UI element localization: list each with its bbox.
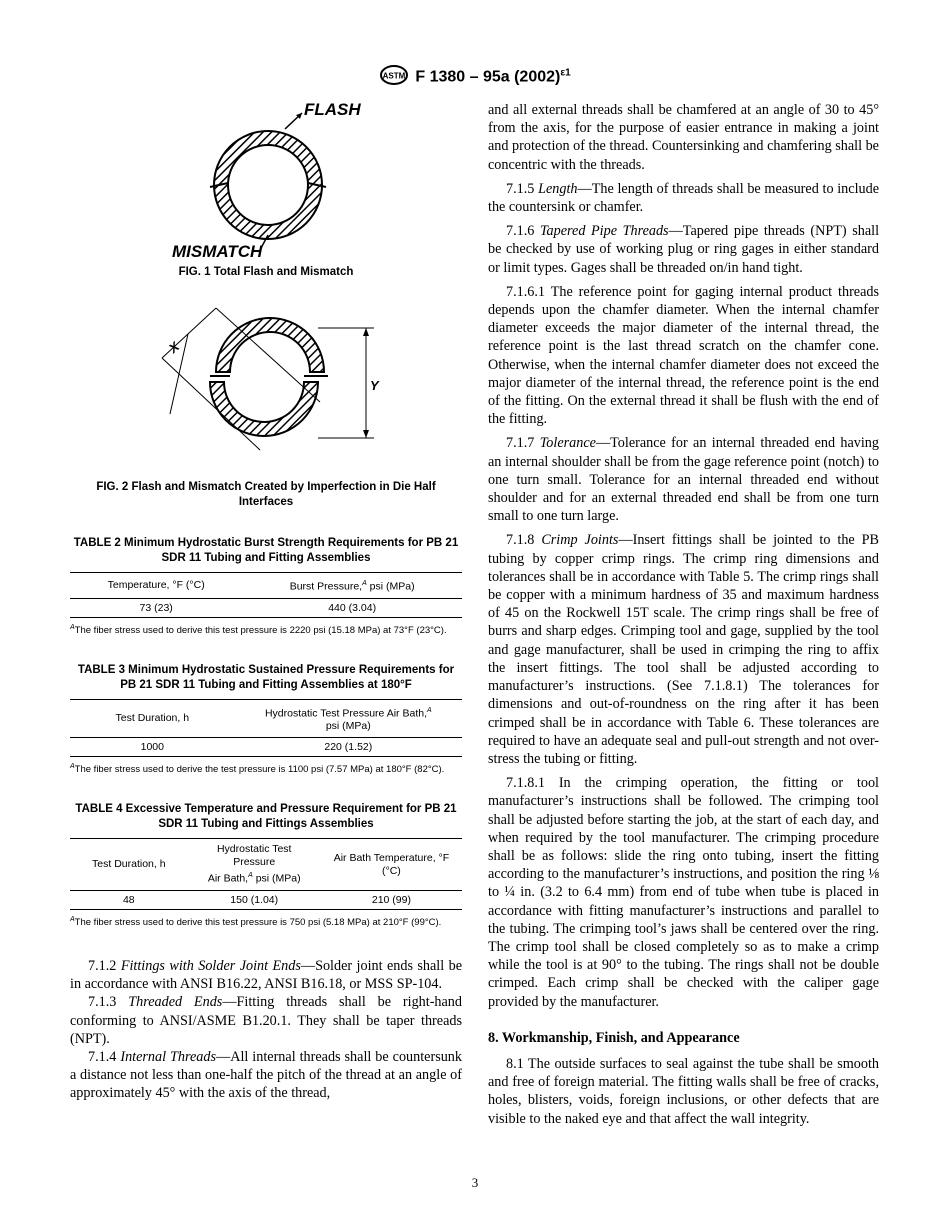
para-7-1-8: 7.1.8 Crimp Joints—Insert fittings shall be jointed to the PB tubing by copper crimp rings. The crimp ring dimensions and tolerances shall be in accordance with Table 5. The crimp rings shall be copper with a minimum hardness of 35 and maximum hardness of 45 on the Rockwell 15T scale. The crimp rings shall be free of burrs and sharp edges. Crimping tool and gage, supplied by the tool and gage manufacturer, shall be used in crimping the ring to affix the insert fittings. The tool shall be adjusted according to manufacturer’s instructions. (See 7.1.8.1) The tolerances for dimensions and out-of-roundness on the ring after it has been crimped shall be in accordance with Table 6. These tolerances are required to have an adequate seal and pull-out strength and not over-stress the tubing or fitting. <box>488 532 880 767</box>
para-7-1-4: 7.1.4 Internal Threads—All internal threads shall be countersunk a distance not less than one-half the pitch of the thread at an angle of approximately 45° with the axis of the thread, <box>70 1048 462 1102</box>
table-row: 48 150 (1.04) 210 (99) <box>70 890 462 909</box>
para-7-1-2: 7.1.2 Fittings with Solder Joint Ends—Solder joint ends shall be in accordance with ANSI B16.22, ANSI B16.18, or MSS SP-104. <box>70 957 463 993</box>
para-7-1-8-1: 7.1.8.1 In the crimping operation, the fitting or tool manufacturer’s instructions shall be followed. The crimping tool shall be adjusted before starting the job, at the start of each day, and when required by the tool manufacturer. The crimping procedure shall be as follows: slide the ring onto tubing, insert the fitting according to the manufacturer’s instructions, and position the ring ⅛ to ¼ in. (3.2 to 6.4 mm) from end of tube when tube is placed in accordance with fitting manufacturer’s instructions and parallel to the tubing. The crimping tool’s jaws shall be centered over the ring. The crimp tool shall be closed completely so as to make a crimp while the tool is at 90° to the tubing. The rings shall not be double crimped. Each crimp shall be checked with the caliper gage provided by the manufacturer. <box>488 775 879 1010</box>
para-7-1-6-1: 7.1.6.1 The reference point for gaging internal product threads depends upon the chamfer diameter. When the internal chamfer diameter exceeds the major diameter of the internal thread, the reference point is the last thread scratch on the chamfer cone. Otherwise, when the internal chamfer diameter does not exceed the major diameter of the internal thread, the reference point is the end of the fitting. On the external thread it shall be flush with the end of the fitting. <box>488 283 879 428</box>
page-number: 3 <box>471 1175 479 1190</box>
table-2-col-temperature: Temperature, °F (°C) <box>70 573 242 599</box>
svg-text:ASTM: ASTM <box>383 71 406 81</box>
mismatch-label: MISMATCH <box>172 242 263 261</box>
para-7-1-5: 7.1.5 Length—The length of threads shall be measured to include the countersink or chamfer. <box>488 180 880 216</box>
figure-1-drawing <box>70 95 462 265</box>
figure-2 <box>70 290 462 480</box>
table-2 <box>70 572 462 618</box>
x-label: X <box>165 338 183 356</box>
table-4-title: TABLE 4 Excessive Temperature and Pressure Requirement for PB 21 SDR 11 Tubing and Fittings Assemblies <box>75 803 457 831</box>
figure-2-drawing <box>70 290 462 480</box>
y-label: Y <box>370 378 379 393</box>
table-3 <box>70 699 462 758</box>
table-4 <box>70 838 462 910</box>
para-7-1-3: 7.1.3 Threaded Ends—Fitting threads shall be right-hand conforming to ANSI/ASME B1.20.1. They shall be taper threads (NPT). <box>70 994 462 1047</box>
table-2-footnote: $^A$The fiber stress used to derive this test pressure is 2220 psi (15.18 MPa) at 73°F (23°C). <box>70 623 447 636</box>
table-4-col-duration: Test Duration, h <box>70 839 188 891</box>
para-8-1: 8.1 The outside surfaces to seal against the tube shall be smooth and free of foreign material. The fitting walls shall be free of cracks, holes, blisters, voids, foreign inclusions, or other defects that are visible to the naked eye and that affect the wall integrity. <box>488 1055 879 1127</box>
standard-designation: F 1380 – 95a (2002) <box>415 68 561 86</box>
astm-logo-icon <box>379 64 409 91</box>
flash-label: FLASH <box>304 100 361 119</box>
figure-1 <box>70 95 462 265</box>
table-row: 73 (23) 440 (3.04) <box>70 598 462 617</box>
table-2-col-burst-pressure: Burst Pressure,$^A$ psi (MPa) <box>242 573 462 599</box>
left-column <box>70 95 462 1103</box>
table-3-col-pressure: Hydrostatic Test Pressure Air Bath,$^A$ psi (MPa) <box>235 699 462 738</box>
figure-1-caption: FIG. 1 Total Flash and Mismatch <box>178 266 354 278</box>
para-7-1-4-continued: and all external threads shall be chamfered at an angle of 30 to 45° from the axis, for the purpose of easier entrance in making a joint and protection of the thread. Countersinking and chamfering shall be concentric with the threads. <box>488 102 879 173</box>
table-2-title: TABLE 2 Minimum Hydrostatic Burst Strength Requirements for PB 21 SDR 11 Tubing and Fitting Assemblies <box>73 537 459 564</box>
table-4-col-pressure: Hydrostatic Test Pressure Air Bath,$^A$ psi (MPa) <box>188 839 321 891</box>
para-7-1-7: 7.1.7 Tolerance—Tolerance for an internal threaded end having an internal shoulder shall be from the gage reference point (notch) to one turn small. Tolerance for an internal threaded end without shoulder and for an external threaded end shall be from one turn small to one turn large. <box>488 435 879 525</box>
page-header <box>0 64 950 91</box>
table-3-title: TABLE 3 Minimum Hydrostatic Sustained Pressure Requirements for PB 21 SDR 11 Tubing and Fitting Assemblies at 180°F <box>77 663 455 691</box>
table-row: 1000 220 (1.52) <box>70 738 462 757</box>
table-4-footnote: $^A$The fiber stress used to derive this test pressure is 750 psi (5.18 MPa) at 210°F (99°C). <box>70 915 442 928</box>
left-body-text <box>70 957 462 1103</box>
figure-2-caption: FIG. 2 Flash and Mismatch Created by Imperfection in Die Half Interfaces <box>96 481 436 508</box>
table-3-col-duration: Test Duration, h <box>70 699 235 738</box>
table-3-footnote: $^A$The fiber stress used to derive the test pressure is 1100 psi (7.57 MPa) at 180°F (82°C). <box>70 763 445 776</box>
right-column <box>488 101 879 1134</box>
table-4-col-temperature: Air Bath Temperature, °F (°C) <box>321 839 462 891</box>
para-7-1-6: 7.1.6 Tapered Pipe Threads—Tapered pipe threads (NPT) shall be checked by use of working plug or ring gages in either standard or limit types. Gages shall be threaded on/in hand tight. <box>488 223 880 276</box>
section-8-heading: 8. Workmanship, Finish, and Appearance <box>488 1029 740 1046</box>
designation-superscript: ε1 <box>560 67 571 79</box>
